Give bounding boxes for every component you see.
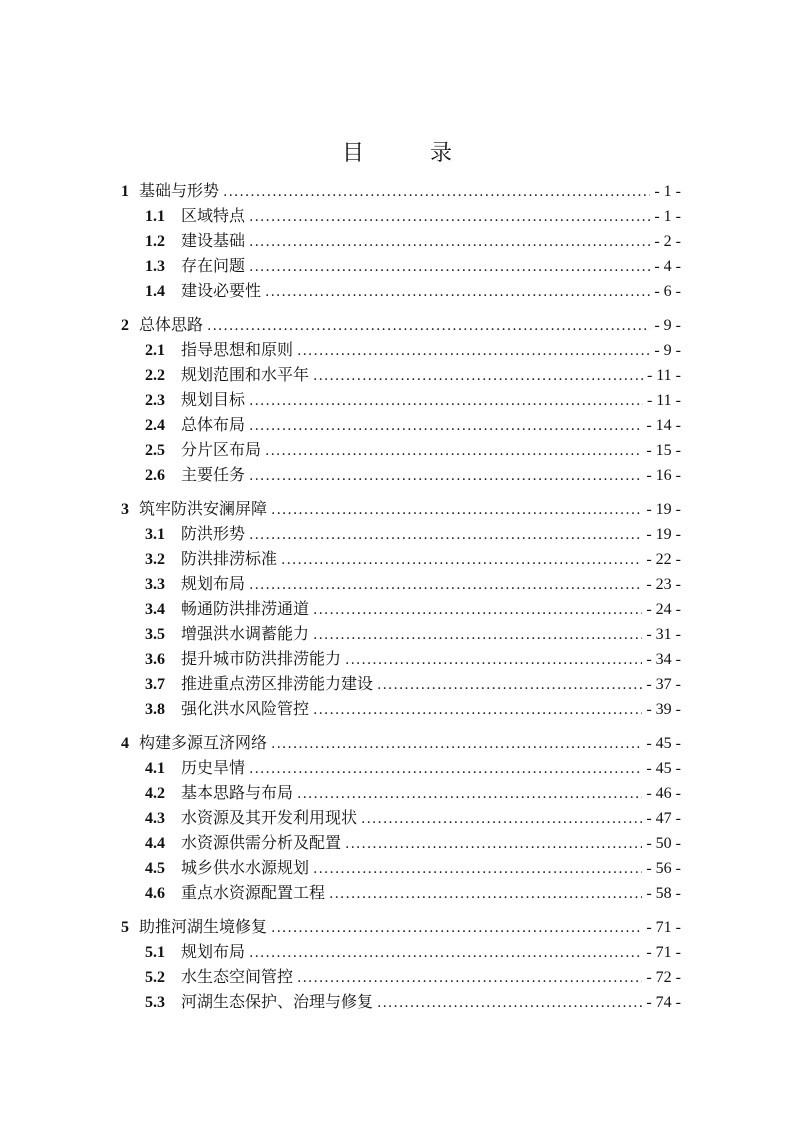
- toc-entry-section[interactable]: [121, 696, 681, 721]
- toc-entry-section[interactable]: [121, 989, 681, 1014]
- toc-entry-chapter[interactable]: [121, 178, 681, 203]
- toc-chapter-2: [121, 312, 681, 487]
- dot-leader: [313, 368, 643, 384]
- entry-number: 5.2: [145, 969, 165, 986]
- toc-entry-section[interactable]: [121, 203, 681, 228]
- entry-title: 提升城市防洪排涝能力: [181, 649, 342, 668]
- toc-entry-section[interactable]: [121, 855, 681, 880]
- entry-title: 规划布局: [181, 574, 246, 593]
- entry-number: 5.1: [145, 944, 165, 961]
- entry-title: 河湖生态保护、治理与修复: [181, 992, 374, 1011]
- entry-page: - 14 -: [646, 417, 681, 434]
- entry-page: - 31 -: [646, 626, 681, 643]
- dot-leader: [297, 970, 642, 986]
- dot-leader: [249, 393, 643, 409]
- dot-leader: [249, 761, 642, 777]
- entry-number: 2: [121, 317, 129, 334]
- entry-page: - 37 -: [646, 676, 681, 693]
- dot-leader: [249, 209, 650, 225]
- entry-page: - 1 -: [654, 183, 681, 200]
- toc-entry-section[interactable]: [121, 253, 681, 278]
- entry-number: 1.4: [145, 283, 165, 300]
- table-of-contents: [121, 178, 681, 1023]
- toc-entry-section[interactable]: [121, 228, 681, 253]
- entry-number: 2.3: [145, 392, 165, 409]
- toc-entry-section[interactable]: [121, 571, 681, 596]
- entry-page: - 4 -: [654, 258, 681, 275]
- toc-entry-section[interactable]: [121, 939, 681, 964]
- toc-chapter-1: [121, 178, 681, 303]
- entry-page: - 9 -: [654, 317, 681, 334]
- entry-number: 1: [121, 183, 129, 200]
- entry-number: 3: [121, 501, 129, 518]
- entry-page: - 1 -: [654, 208, 681, 225]
- entry-number: 4.3: [145, 810, 165, 827]
- entry-title: 增强洪水调蓄能力: [181, 624, 310, 643]
- entry-title: 建设必要性: [181, 281, 262, 300]
- toc-entry-section[interactable]: [121, 805, 681, 830]
- entry-page: - 46 -: [646, 785, 681, 802]
- entry-title: 推进重点涝区排涝能力建设: [181, 674, 374, 693]
- entry-title: 基本思路与布局: [181, 783, 294, 802]
- entry-title: 重点水资源配置工程: [181, 883, 326, 902]
- dot-leader: [313, 702, 642, 718]
- toc-entry-section[interactable]: [121, 387, 681, 412]
- toc-entry-chapter[interactable]: [121, 730, 681, 755]
- dot-leader: [361, 811, 642, 827]
- dot-leader: [345, 652, 642, 668]
- entry-title: 基础与形势: [139, 181, 220, 200]
- entry-page: - 71 -: [646, 944, 681, 961]
- entry-title: 历史旱情: [181, 758, 246, 777]
- entry-page: - 16 -: [646, 467, 681, 484]
- entry-number: 3.6: [145, 651, 165, 668]
- toc-entry-section[interactable]: [121, 362, 681, 387]
- toc-entry-section[interactable]: [121, 671, 681, 696]
- toc-entry-section[interactable]: [121, 880, 681, 905]
- entry-number: 3.3: [145, 576, 165, 593]
- dot-leader: [249, 234, 650, 250]
- toc-entry-chapter[interactable]: [121, 914, 681, 939]
- dot-leader: [271, 736, 642, 752]
- toc-entry-section[interactable]: [121, 755, 681, 780]
- entry-title: 畅通防洪排涝通道: [181, 599, 310, 618]
- dot-leader: [249, 945, 642, 961]
- entry-number: 4.2: [145, 785, 165, 802]
- toc-entry-section[interactable]: [121, 830, 681, 855]
- dot-leader: [313, 627, 642, 643]
- toc-entry-chapter[interactable]: [121, 496, 681, 521]
- entry-number: 4.1: [145, 760, 165, 777]
- toc-entry-section[interactable]: [121, 596, 681, 621]
- dot-leader: [265, 284, 650, 300]
- entry-page: - 19 -: [646, 501, 681, 518]
- entry-number: 3.4: [145, 601, 165, 618]
- entry-page: - 11 -: [646, 367, 681, 384]
- entry-page: - 71 -: [646, 919, 681, 936]
- entry-title: 总体布局: [181, 415, 246, 434]
- entry-number: 4.6: [145, 885, 165, 902]
- toc-entry-section[interactable]: [121, 437, 681, 462]
- entry-title: 助推河湖生境修复: [139, 917, 268, 936]
- entry-page: - 74 -: [646, 994, 681, 1011]
- entry-number: 4.4: [145, 835, 165, 852]
- entry-number: 2.2: [145, 367, 165, 384]
- toc-entry-section[interactable]: [121, 462, 681, 487]
- dot-leader: [223, 184, 650, 200]
- toc-chapter-3: [121, 496, 681, 721]
- entry-number: 3.7: [145, 676, 165, 693]
- entry-page: - 9 -: [654, 342, 681, 359]
- dot-leader: [297, 786, 642, 802]
- entry-number: 1.1: [145, 208, 165, 225]
- toc-chapter-4: [121, 730, 681, 905]
- entry-number: 2.4: [145, 417, 165, 434]
- dot-leader: [249, 527, 642, 543]
- toc-entry-section[interactable]: [121, 521, 681, 546]
- entry-number: 2.6: [145, 467, 165, 484]
- entry-page: - 24 -: [646, 601, 681, 618]
- dot-leader: [249, 577, 642, 593]
- entry-number: 4: [121, 735, 129, 752]
- entry-title: 规划范围和水平年: [181, 365, 310, 384]
- entry-page: - 45 -: [646, 735, 681, 752]
- dot-leader: [313, 861, 642, 877]
- toc-entry-chapter[interactable]: [121, 312, 681, 337]
- entry-title: 城乡供水水源规划: [181, 858, 310, 877]
- entry-title: 规划目标: [181, 390, 246, 409]
- toc-entry-section[interactable]: [121, 412, 681, 437]
- entry-title: 总体思路: [139, 315, 204, 334]
- entry-title: 存在问题: [181, 256, 246, 275]
- dot-leader: [271, 502, 642, 518]
- dot-leader: [345, 836, 642, 852]
- entry-title: 防洪排涝标准: [181, 549, 278, 568]
- entry-number: 3.1: [145, 526, 165, 543]
- entry-title: 水生态空间管控: [181, 967, 294, 986]
- entry-page: - 22 -: [646, 551, 681, 568]
- entry-number: 3.5: [145, 626, 165, 643]
- entry-number: 1.3: [145, 258, 165, 275]
- dot-leader: [377, 995, 642, 1011]
- toc-entry-section[interactable]: [121, 621, 681, 646]
- entry-page: - 47 -: [646, 810, 681, 827]
- dot-leader: [207, 318, 650, 334]
- entry-title: 强化洪水风险管控: [181, 699, 310, 718]
- toc-entry-section[interactable]: [121, 337, 681, 362]
- page-title: 目 录: [341, 141, 474, 166]
- entry-page: - 45 -: [646, 760, 681, 777]
- dot-leader: [249, 259, 650, 275]
- entry-page: - 72 -: [646, 969, 681, 986]
- dot-leader: [377, 677, 642, 693]
- entry-title: 筑牢防洪安澜屏障: [139, 499, 268, 518]
- entry-page: - 15 -: [646, 442, 681, 459]
- dot-leader: [329, 886, 642, 902]
- dot-leader: [313, 602, 642, 618]
- toc-entry-section[interactable]: [121, 546, 681, 571]
- entry-number: 3.2: [145, 551, 165, 568]
- entry-page: - 56 -: [646, 860, 681, 877]
- entry-page: - 58 -: [646, 885, 681, 902]
- toc-entry-section[interactable]: [121, 646, 681, 671]
- toc-entry-section[interactable]: [121, 964, 681, 989]
- dot-leader: [265, 443, 642, 459]
- entry-title: 构建多源互济网络: [139, 733, 268, 752]
- entry-number: 1.2: [145, 233, 165, 250]
- dot-leader: [249, 418, 642, 434]
- entry-title: 主要任务: [181, 465, 246, 484]
- entry-page: - 11 -: [646, 392, 681, 409]
- entry-title: 建设基础: [181, 231, 246, 250]
- entry-page: - 19 -: [646, 526, 681, 543]
- entry-number: 5: [121, 919, 129, 936]
- dot-leader: [249, 468, 642, 484]
- entry-page: - 23 -: [646, 576, 681, 593]
- entry-number: 2.1: [145, 342, 165, 359]
- toc-chapter-5: [121, 914, 681, 1014]
- entry-page: - 34 -: [646, 651, 681, 668]
- entry-page: - 50 -: [646, 835, 681, 852]
- entry-page: - 6 -: [654, 283, 681, 300]
- dot-leader: [271, 920, 642, 936]
- entry-title: 防洪形势: [181, 524, 246, 543]
- dot-leader: [281, 552, 642, 568]
- entry-page: - 39 -: [646, 701, 681, 718]
- toc-entry-section[interactable]: [121, 278, 681, 303]
- entry-title: 分片区布局: [181, 440, 262, 459]
- entry-title: 指导思想和原则: [181, 340, 294, 359]
- dot-leader: [297, 343, 650, 359]
- entry-title: 水资源及其开发利用现状: [181, 808, 358, 827]
- entry-page: - 2 -: [654, 233, 681, 250]
- entry-title: 水资源供需分析及配置: [181, 833, 342, 852]
- entry-number: 5.3: [145, 994, 165, 1011]
- entry-number: 4.5: [145, 860, 165, 877]
- toc-entry-section[interactable]: [121, 780, 681, 805]
- entry-title: 区域特点: [181, 206, 246, 225]
- entry-number: 3.8: [145, 701, 165, 718]
- entry-number: 2.5: [145, 442, 165, 459]
- entry-title: 规划布局: [181, 942, 246, 961]
